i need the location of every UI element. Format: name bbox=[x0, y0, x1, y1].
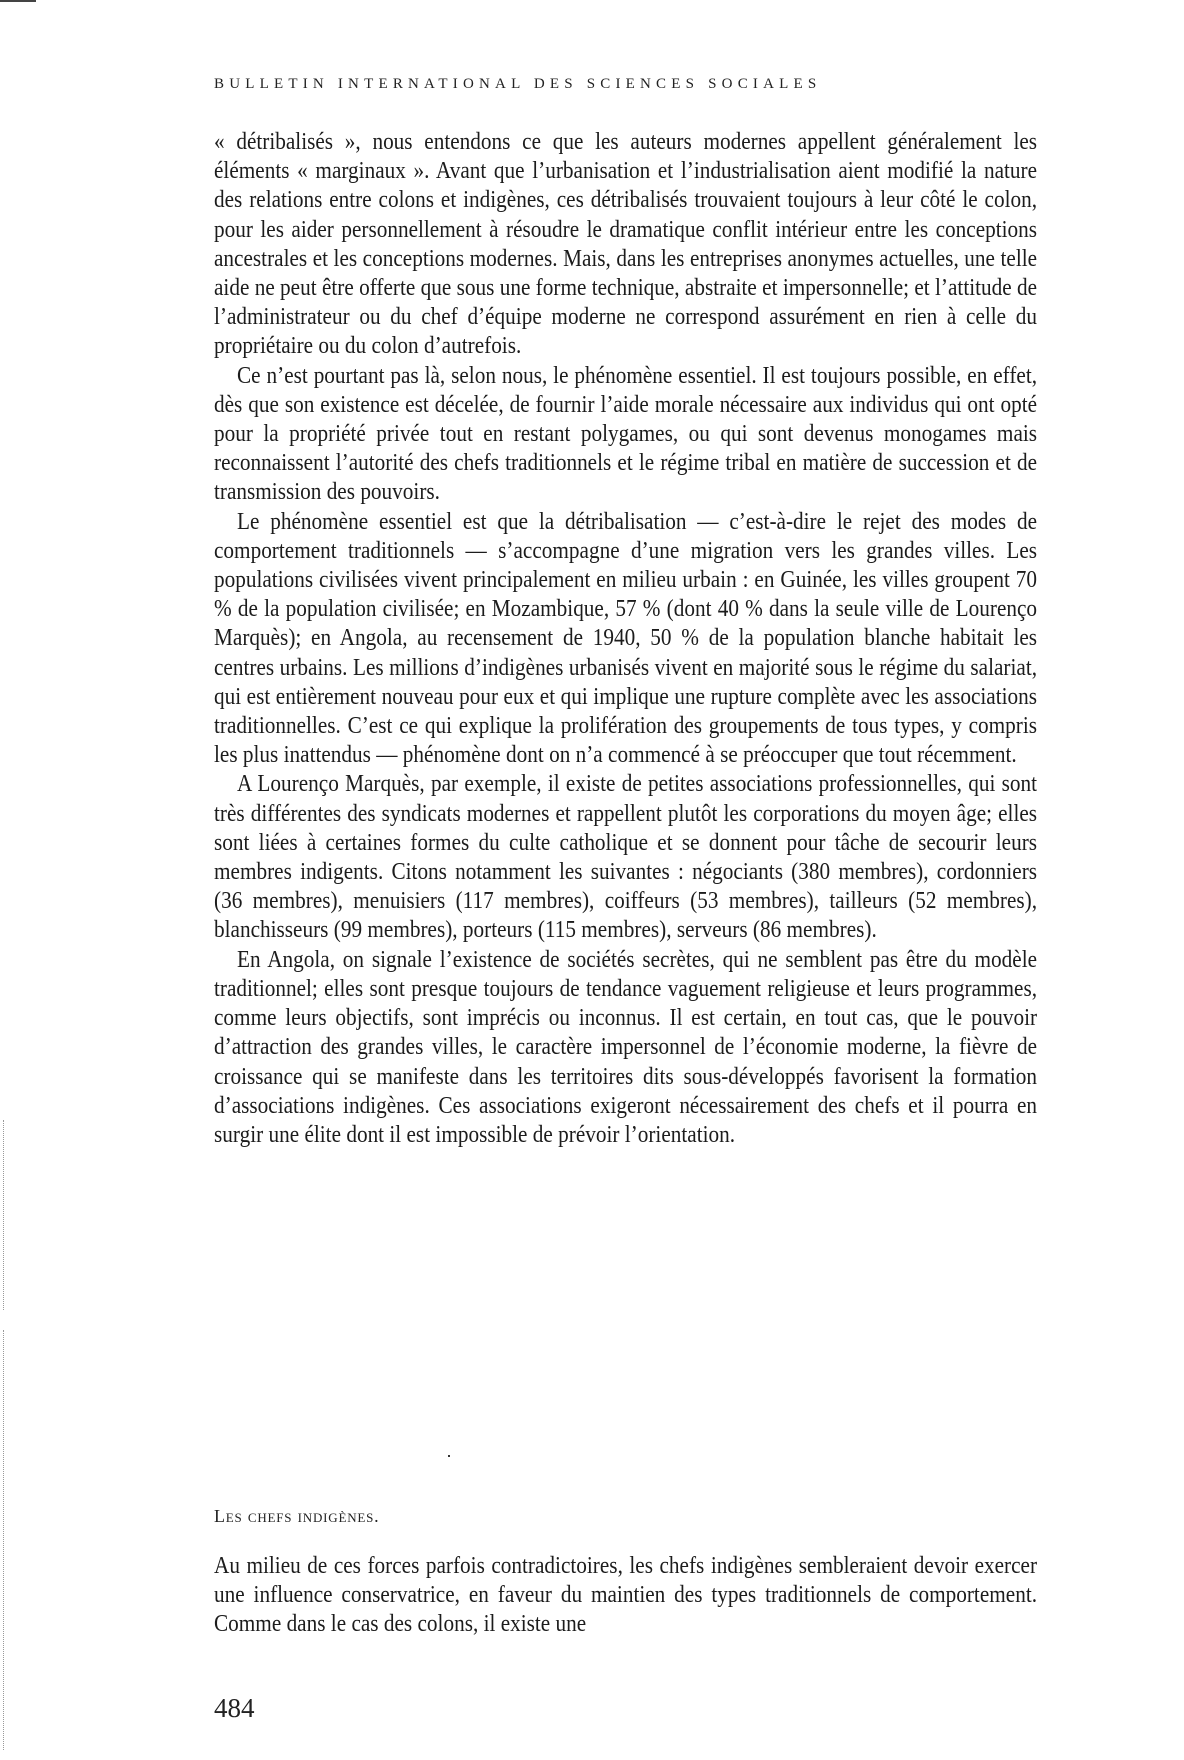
section-heading: Les chefs indigènes. bbox=[214, 1506, 380, 1526]
section-body-text bbox=[214, 1552, 1037, 1640]
paragraph: Au milieu de ces forces parfois contradictoires, les chefs indigènes sembleraient devoir exercer une influence conservatrice, en faveur du maintien des types traditionnels de comportement. Comme dans le cas des colons, il existe une bbox=[214, 1553, 1038, 1638]
paragraph: Le phénomène essentiel est que la détribalisation — c’est-à-dire le rejet des modes de comportement traditionnels — s’accompagne d’une migration vers les grandes villes. Les populations civilisées vivent principalement en milieu urbain : en Guinée, les villes groupent 70 % de la population civilisée; en Mozambique, 57 % (dont 40 % dans la seule ville de Lourenço Marquès); en Angola, au recensement de 1940, 50 % de la population blanche habitait les centres urbains. Les millions d’indigènes urbanisés vivent en majorité sous le régime du salariat, qui est entièrement nouveau pour eux et qui implique une rupture complète avec les associations traditionnelles. C’est ce qui explique la prolifération des groupements de tous types, y compris les plus inattendus — phénomène dont on n’a commencé à se préoccuper que tout récemment. bbox=[214, 508, 1038, 769]
paragraph: En Angola, on signale l’existence de sociétés secrètes, qui ne semblent pas être du modèle traditionnel; elles sont presque toujours de tendance vaguement religieuse et leurs programmes, comme leurs objectifs, sont imprécis ou inconnus. Il est certain, en tout cas, que le pouvoir d’attraction des grandes villes, le caractère impersonnel de l’économie moderne, la fièvre de croissance qui se manifeste dans les territoires dits sous-développés favorisent la formation d’associations indigènes. Ces associations exigeront nécessairement des chefs et il pourra en surgir une élite dont il est impossible de prévoir l’orientation. bbox=[214, 946, 1038, 1148]
paragraph: Ce n’est pourtant pas là, selon nous, le phénomène essentiel. Il est toujours possible, en effet, dès que son existence est décelée, de fournir l’aide morale nécessaire aux individus qui ont opté pour la propriété privée tout en restant polygames, ou qui sont devenus monogames mais reconnaissent l’autorité des chefs traditionnels et le régime tribal en matière de succession et de transmission des pouvoirs. bbox=[214, 362, 1038, 506]
running-head: BULLETIN INTERNATIONAL DES SCIENCES SOCIALES bbox=[214, 76, 822, 92]
page-number: 484 bbox=[214, 1693, 255, 1723]
scan-margin-artifact bbox=[3, 1120, 4, 1310]
paragraph: A Lourenço Marquès, par exemple, il existe de petites associations professionnelles, qui sont très différentes des syndicats modernes et rappellent plutôt les corporations du moyen âge; elles sont liées à certaines formes du culte catholique et se donnent pour tâche de secourir leurs membres indigents. Citons notamment les suivantes : négociants (380 membres), cordonniers (36 membres), menuisiers (117 membres), coiffeurs (53 membres), tailleurs (52 membres), blanchisseurs (99 membres), porteurs (115 membres), serveurs (86 membres). bbox=[214, 771, 1038, 944]
scan-edge-mark bbox=[0, 0, 36, 2]
paragraph: « détribalisés », nous entendons ce que les auteurs modernes appellent généralement les éléments « marginaux ». Avant que l’urbanisation et l’industrialisation aient modifié la nature des relations entre colons et indigènes, ces détribalisés trouvaient toujours à leur côté le colon, pour les aider personnellement à résoudre le dramatique conflit intérieur entre les conceptions ancestrales et les conceptions modernes. Mais, dans les entreprises anonymes actuelles, une telle aide ne peut être offerte que sous une forme technique, abstraite et impersonnelle; et l’attitude de l’administrateur ou du chef d’équipe moderne ne correspond assurément en rien à celle du propriétaire ou du colon d’autrefois. bbox=[214, 129, 1038, 360]
print-speck bbox=[448, 1455, 450, 1457]
body-text bbox=[214, 128, 1037, 1150]
scan-margin-artifact bbox=[3, 1330, 4, 1750]
